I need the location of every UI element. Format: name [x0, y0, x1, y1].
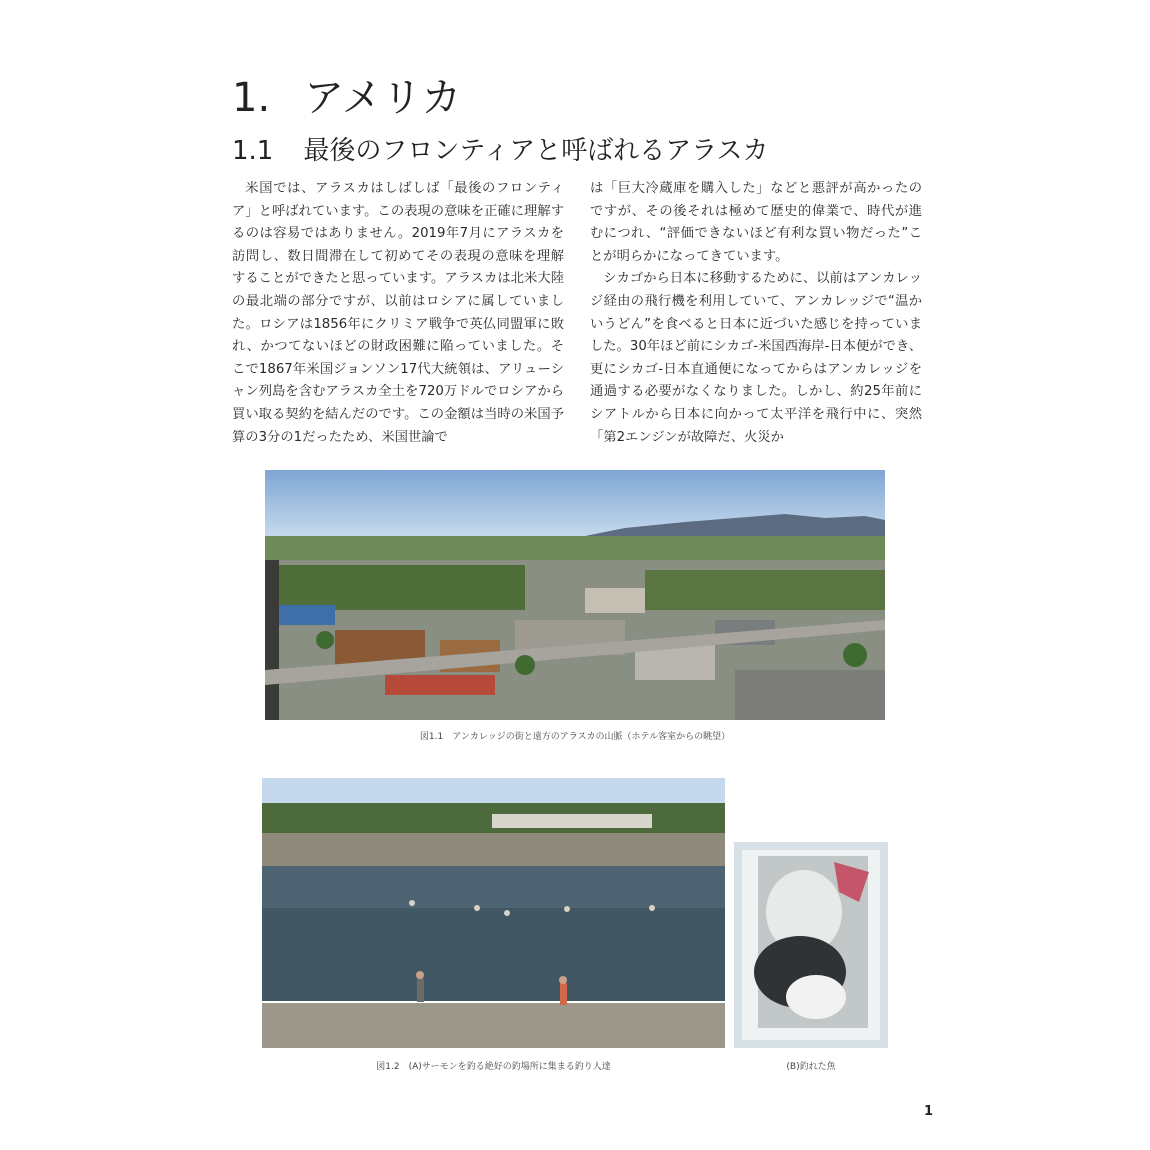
river-fishing-photo [262, 778, 725, 1048]
chapter-title [232, 70, 461, 126]
caught-fish-photo [734, 842, 888, 1048]
page-number: 1 [924, 1104, 934, 1119]
body-column-right [590, 178, 922, 445]
body-column-left [232, 178, 564, 445]
section-title [232, 132, 769, 170]
chapter-number: 1. [232, 75, 271, 121]
anchorage-city-photo [265, 470, 885, 720]
figure-caption: 図1.2 (A)サーモンを釣る絶好の釣場所に集まる釣り人達 [376, 1062, 611, 1072]
section-name: 最後のフロンティアと呼ばれるアラスカ [303, 136, 769, 166]
body-paragraph: 米国では、アラスカはしばしば「最後のフロンティア」と呼ばれています。この表現の意味を正確に理解するのは容易ではありません。2019年7月にアラスカを訪問し、数日間滞在して初めてその表現の意味を理解することができたと思っています。アラスカは北米大陸の最北端の部分ですが、以前はロシアに属していました。ロシアは1856年にクリミア戦争で英仏同盟軍に敗れ、かつてないほどの財政困難に陥っていました。そこで1867年米国ジョンソン17代大統領は、アリューシャン列島を含むアラスカ全土を720万ドルでロシアから買い取る契約を結んだのです。この金額は当時の米国予算の3分の1だったため、米国世論で [232, 181, 564, 445]
chapter-name: アメリカ [304, 75, 462, 121]
section-number: 1.1 [232, 136, 274, 166]
body-paragraph: シカゴから日本に移動するために、以前はアンカレッジ経由の飛行機を利用していて、アンカレッジで“温かいうどん”を食べると日本に近づいた感じを持っていました。30年ほど前にシカゴ-米国西海岸-日本便ができ、更にシカゴ-日本直通便になってからはアンカレッジを通過する必要がなくなりました。しかし、約25年前にシアトルから日本に向かって太平洋を飛行中に、突然「第2エンジンが故障だ、火災か [590, 271, 922, 445]
body-paragraph: は「巨大冷蔵庫を購入した」などと悪評が高かったのですが、その後それは極めて歴史的偉業で、時代が進むにつれ、“評価できないほど有利な買い物だった”ことが明らかになってきています。 [590, 181, 922, 264]
figure-caption: 図1.1 アンカレッジの街と遠方のアラスカの山脈（ホテル客室からの眺望） [419, 732, 731, 742]
figure-caption: (B)釣れた魚 [786, 1062, 836, 1072]
